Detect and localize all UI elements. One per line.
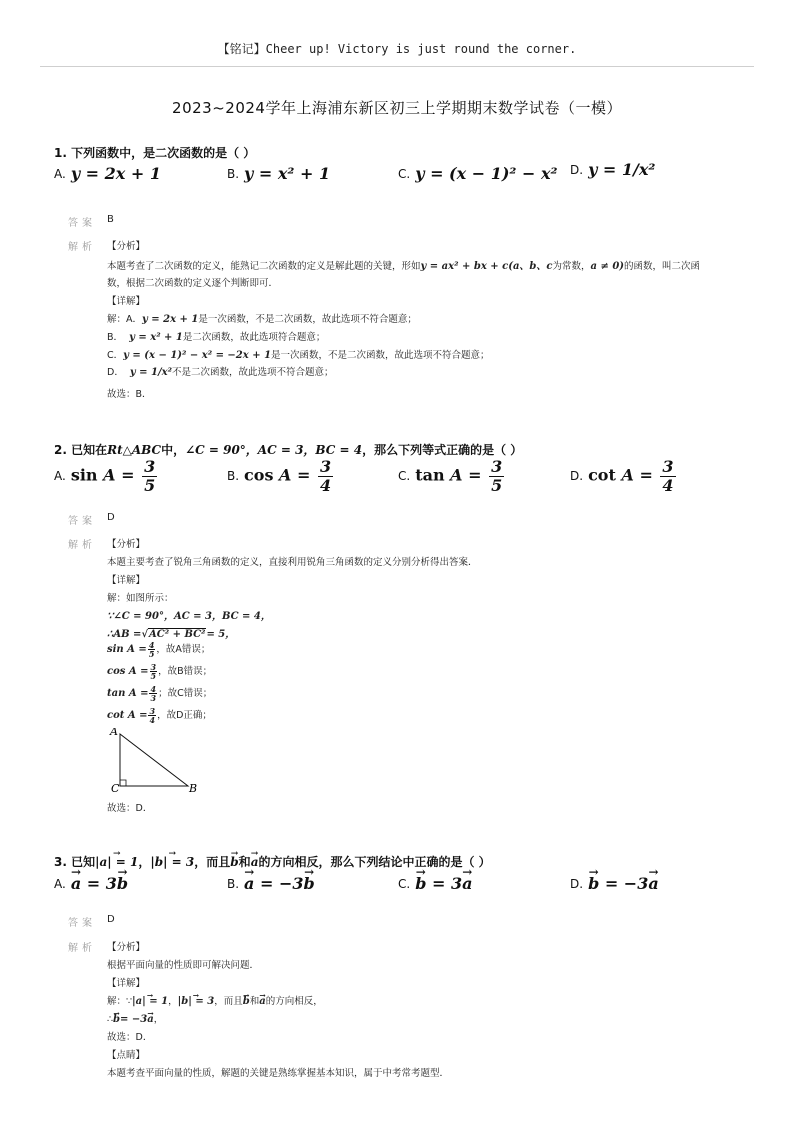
q1-option-a bbox=[54, 164, 161, 183]
q1-fenxi-line2: 数，根据二次函数的定义逐个判断即可． bbox=[107, 278, 279, 289]
q2-option-b bbox=[227, 458, 335, 494]
q3-dianjing: 本题考查平面向量的性质，解题的关键是熟练掌握基本知识，属于中考常考题型． bbox=[107, 1068, 450, 1079]
q1-detail-c-post: 是一次函数，不是二次函数，故此选项不符合题意； bbox=[271, 350, 490, 361]
q1-option-d-label: D. bbox=[570, 162, 584, 177]
q3-therefore-pre: ∴ bbox=[107, 1014, 114, 1025]
q2-option-d-label: D. bbox=[570, 469, 584, 484]
q1-detail-a-pre: 解：A． bbox=[107, 314, 142, 325]
q2-option-a-var: A = bbox=[103, 465, 135, 485]
q3-option-c-l: → b bbox=[415, 874, 426, 893]
q2-option-c-var: A = bbox=[450, 465, 482, 485]
vertex-a-label: A bbox=[110, 728, 118, 738]
q3-option-c-math bbox=[415, 874, 472, 893]
q2-cot-post: ，故D正确； bbox=[157, 710, 212, 721]
q3-stem-m1: → |a| = 1 bbox=[95, 855, 138, 869]
q2-tan-num: 4 bbox=[150, 684, 157, 694]
q2-option-d-var: A = bbox=[621, 465, 653, 485]
q1-fenxi-1b: 为常数， bbox=[552, 261, 591, 272]
q3-option-b-r: → b bbox=[304, 874, 315, 893]
q3-option-d-math bbox=[588, 874, 659, 893]
q2-cot-fn: cot A = bbox=[107, 710, 148, 721]
q3-solve-m4: → a bbox=[259, 996, 265, 1007]
q2-option-d-num: 3 bbox=[662, 457, 674, 476]
q2-stem-mid: 中， bbox=[161, 443, 186, 457]
q2-option-a-fraction bbox=[142, 458, 157, 494]
q3-analysis-label: 解析 bbox=[68, 943, 96, 954]
q1-detail-c-math: y = (x − 1)² − x² = −2x + 1 bbox=[123, 350, 272, 361]
q1-detail-d-post: 不是二次函数，故此选项不符合题意； bbox=[171, 367, 334, 378]
q2-option-b-fn: cos bbox=[244, 465, 274, 485]
q3-option-a-op: = 3 bbox=[86, 874, 117, 893]
q2-cos-fraction bbox=[150, 663, 158, 680]
q2-option-c-math bbox=[415, 458, 506, 494]
q1-option-b bbox=[227, 164, 330, 183]
q3-answer-label: 答案 bbox=[68, 918, 96, 929]
q1-detail-b-post: 是二次函数，故此选项符合题意； bbox=[182, 332, 326, 343]
q1-fenxi-1a: 本题考查了二次函数的定义，能熟记二次函数的定义是解此题的关键，形如 bbox=[107, 261, 421, 272]
q2-cos bbox=[107, 663, 212, 680]
q2-conclusion: 故选：D． bbox=[107, 803, 153, 814]
q2-tan bbox=[107, 685, 212, 702]
q1-option-a-math bbox=[71, 164, 161, 183]
q3-option-c-r: → a bbox=[462, 874, 472, 893]
q1-conclusion: 故选：B． bbox=[107, 389, 152, 400]
q2-sin-fraction bbox=[148, 641, 156, 658]
q1-answer-label: 答案 bbox=[68, 218, 96, 229]
q2-option-c-num: 3 bbox=[491, 457, 503, 476]
q2-option-d-den: 4 bbox=[662, 475, 674, 495]
q2-stem-math: Rt△ABC bbox=[107, 443, 162, 457]
q3-stem-post: 的方向相反，那么下列结论中正确的是（ ） bbox=[258, 855, 491, 869]
q2-tag-fenxi: 【分析】 bbox=[107, 539, 146, 550]
q1-detail-a-post: 是一次函数，不是二次函数，故此选项不符合题意； bbox=[198, 314, 417, 325]
q2-ab bbox=[107, 625, 235, 640]
q1-detail-c bbox=[107, 347, 490, 361]
q3-option-d-l: → b bbox=[588, 874, 599, 893]
q1-detail-b bbox=[107, 329, 325, 343]
q2-option-a-math bbox=[71, 458, 159, 494]
q3-therefore-op: = −3 bbox=[120, 1014, 148, 1025]
q1-fenxi-1m: y = ax² + bx + c(a、b、c bbox=[420, 261, 553, 272]
q2-answer-label: 答案 bbox=[68, 516, 96, 527]
q1-detail-d-pre: D． bbox=[107, 367, 124, 378]
q3-tag-dianjing: 【点睛】 bbox=[107, 1050, 146, 1061]
vertex-b-label: B bbox=[189, 782, 198, 795]
q2-option-c-den: 5 bbox=[491, 475, 503, 495]
q3-option-a-l: → a bbox=[71, 874, 81, 893]
q1-tag-xiangjie: 【详解】 bbox=[107, 296, 146, 307]
q2-tan-post: ；故C错误； bbox=[158, 688, 213, 699]
q2-stem-post: ，那么下列等式正确的是（ ） bbox=[362, 443, 523, 457]
q2-option-a-fn: sin bbox=[70, 465, 98, 485]
header-divider bbox=[40, 66, 754, 67]
q3-stem-mid1: ， bbox=[138, 855, 151, 869]
q1-option-b-formula: y = x² + 1 bbox=[244, 164, 331, 183]
q2-solve: 解：如图所示： bbox=[107, 593, 174, 604]
q1-option-d bbox=[570, 160, 655, 179]
q3-stem-m4: → a bbox=[251, 855, 259, 869]
q1-analysis-label: 解析 bbox=[68, 242, 96, 253]
q3-tag-xiangjie: 【详解】 bbox=[107, 978, 146, 989]
q1-option-a-label: A. bbox=[54, 166, 66, 181]
q1-detail-c-pre: C． bbox=[107, 350, 124, 361]
q2-option-b-fraction bbox=[318, 458, 333, 494]
q3-therefore-l: → b bbox=[113, 1014, 120, 1025]
q3-solve-m2: → |b| = 3 bbox=[178, 996, 215, 1007]
q2-cos-den: 5 bbox=[150, 671, 157, 681]
q3-solve-mid3: 和 bbox=[249, 996, 260, 1007]
q2-option-b-label: B. bbox=[227, 469, 240, 484]
q3-option-d bbox=[570, 874, 659, 893]
q2-option-a-den: 5 bbox=[144, 475, 156, 495]
q2-ab-post: = 5， bbox=[206, 629, 236, 640]
q2-option-c-fraction bbox=[489, 458, 504, 494]
q3-therefore-post: ， bbox=[153, 1014, 164, 1025]
q3-option-b-op: = −3 bbox=[260, 874, 304, 893]
q1-tag-fenxi: 【分析】 bbox=[107, 241, 146, 252]
q3-stem-mid3: 和 bbox=[238, 855, 251, 869]
triangle-outline bbox=[120, 734, 188, 786]
q2-option-c bbox=[398, 458, 506, 494]
q2-cot bbox=[107, 707, 212, 724]
q2-option-a bbox=[54, 458, 159, 494]
q1-detail-a bbox=[107, 311, 417, 325]
q1-detail-a-math: y = 2x + 1 bbox=[142, 314, 199, 325]
q2-stem-math2: ∠C = 90°，AC = 3，BC = 4 bbox=[185, 443, 363, 457]
q1-option-c bbox=[398, 164, 558, 183]
q2-given bbox=[107, 607, 271, 622]
q3-option-c-label: C. bbox=[398, 876, 411, 891]
q2-sin-num: 4 bbox=[148, 640, 155, 650]
q2-cot-num: 3 bbox=[149, 706, 156, 716]
q2-option-b-num: 3 bbox=[320, 457, 332, 476]
q2-fenxi: 本题主要考查了锐角三角函数的定义，直接利用锐角三角函数的定义分别分析得出答案． bbox=[107, 557, 478, 568]
q3-therefore bbox=[107, 1011, 163, 1025]
q3-solve-mid: ， bbox=[168, 996, 178, 1007]
q3-option-a-r: → b bbox=[117, 874, 128, 893]
page-title: 2023~2024学年上海浦东新区初三上学期期末数学试卷（一模） bbox=[172, 99, 622, 117]
q2-option-b-var: A = bbox=[279, 465, 311, 485]
q2-cos-post: ，故B错误； bbox=[158, 666, 213, 677]
vertex-c-label: C bbox=[111, 782, 120, 795]
q1-option-b-label: B. bbox=[227, 166, 240, 181]
q3-option-c bbox=[398, 874, 472, 893]
q2-stem-pre: 2. 已知在 bbox=[54, 443, 108, 457]
q2-option-d-fn: cot bbox=[588, 465, 616, 485]
q1-detail-d-math: y = 1/x² bbox=[129, 367, 172, 378]
q2-tan-den: 3 bbox=[150, 693, 157, 703]
q3-option-b-math bbox=[244, 874, 315, 893]
q2-sin-den: 5 bbox=[148, 649, 155, 659]
q3-option-c-op: = 3 bbox=[431, 874, 463, 893]
q3-fenxi: 根据平面向量的性质即可解决问题． bbox=[107, 960, 260, 971]
q2-cot-fraction bbox=[148, 707, 156, 724]
q2-option-c-label: C. bbox=[398, 469, 411, 484]
q3-option-a-math bbox=[71, 874, 128, 893]
q2-ab-pre: ∴AB = bbox=[107, 629, 142, 640]
q2-option-d bbox=[570, 458, 678, 494]
q1-option-a-formula: y = 2x + 1 bbox=[70, 164, 162, 183]
q2-option-b-math bbox=[244, 458, 335, 494]
q2-cos-num: 3 bbox=[150, 662, 157, 672]
q2-tag-xiangjie: 【详解】 bbox=[107, 575, 146, 586]
q2-cot-den: 4 bbox=[149, 715, 156, 725]
q2-ab-radicand: AC² + BC² bbox=[149, 629, 206, 640]
q1-fenxi-1c: 的函数，叫二次函 bbox=[624, 261, 701, 272]
q1-option-c-formula: y = (x − 1)² − x² bbox=[415, 164, 558, 183]
q3-stem-pre: 3. 已知 bbox=[54, 855, 96, 869]
q3-solve-m3: → b bbox=[243, 996, 250, 1007]
q1-option-d-formula: y = 1/x² bbox=[588, 160, 656, 179]
q3-solve-mid2: ，而且 bbox=[214, 996, 243, 1007]
q1-fenxi-1m2: a ≠ 0) bbox=[590, 261, 625, 272]
q1-detail-b-pre: B． bbox=[107, 332, 124, 343]
q3-answer: D bbox=[107, 914, 115, 925]
q2-answer: D bbox=[107, 512, 115, 523]
q3-tag-fenxi: 【分析】 bbox=[107, 942, 146, 953]
q3-option-b-label: B. bbox=[227, 876, 240, 891]
q2-tan-fraction bbox=[149, 685, 157, 702]
q1-answer: B bbox=[107, 214, 114, 225]
q3-option-b-l: → a bbox=[244, 874, 254, 893]
q1-fenxi-line1 bbox=[107, 257, 700, 272]
q2-option-b-den: 4 bbox=[320, 475, 332, 495]
q2-ab-root: √AC² + BC² bbox=[141, 629, 206, 640]
q2-analysis-label: 解析 bbox=[68, 540, 96, 551]
q3-solve-pre: 解：∵ bbox=[107, 996, 133, 1007]
q2-given-math: ∵∠C = 90°，AC = 3，BC = 4， bbox=[107, 611, 271, 622]
q2-option-c-fn: tan bbox=[415, 465, 445, 485]
q3-solve-m1: → |a| = 1 bbox=[132, 996, 168, 1007]
q3-option-d-label: D. bbox=[570, 876, 584, 891]
q1-detail-b-math: y = x² + 1 bbox=[129, 332, 183, 343]
q3-solve-post: 的方向相反， bbox=[265, 996, 323, 1007]
q3-option-a bbox=[54, 874, 128, 893]
q2-tan-fn: tan A = bbox=[107, 688, 149, 699]
q2-option-d-math bbox=[588, 458, 678, 494]
right-angle-marker bbox=[120, 780, 126, 786]
q3-stem-mid2: ，而且 bbox=[194, 855, 231, 869]
q3-option-b bbox=[227, 874, 315, 893]
q2-sin-fn: sin A = bbox=[107, 644, 147, 655]
q2-sin-post: ，故A错误； bbox=[156, 644, 211, 655]
q1-detail-d bbox=[107, 364, 334, 378]
q3-stem-m3: → b bbox=[230, 855, 238, 869]
q1-stem: 1. 下列函数中，是二次函数的是（ ） bbox=[54, 146, 256, 160]
q2-option-a-num: 3 bbox=[144, 457, 156, 476]
header-motto: 【铭记】Cheer up! Victory is just round the corner. bbox=[217, 42, 577, 56]
q3-stem-m2: → |b| = 3 bbox=[150, 855, 194, 869]
q2-sin bbox=[107, 641, 210, 658]
q3-solve bbox=[107, 993, 323, 1007]
right-triangle-figure bbox=[104, 728, 204, 796]
q3-option-d-op: = −3 bbox=[604, 874, 649, 893]
q3-option-d-r: → a bbox=[648, 874, 658, 893]
q3-therefore-r: → a bbox=[147, 1014, 153, 1025]
q3-conclusion: 故选：D． bbox=[107, 1032, 153, 1043]
q2-stem bbox=[54, 441, 522, 458]
q3-option-a-label: A. bbox=[54, 876, 66, 891]
q2-cos-fn: cos A = bbox=[107, 666, 149, 677]
q2-option-d-fraction bbox=[660, 458, 675, 494]
q1-option-c-label: C. bbox=[398, 166, 411, 181]
q2-option-a-label: A. bbox=[54, 469, 66, 484]
